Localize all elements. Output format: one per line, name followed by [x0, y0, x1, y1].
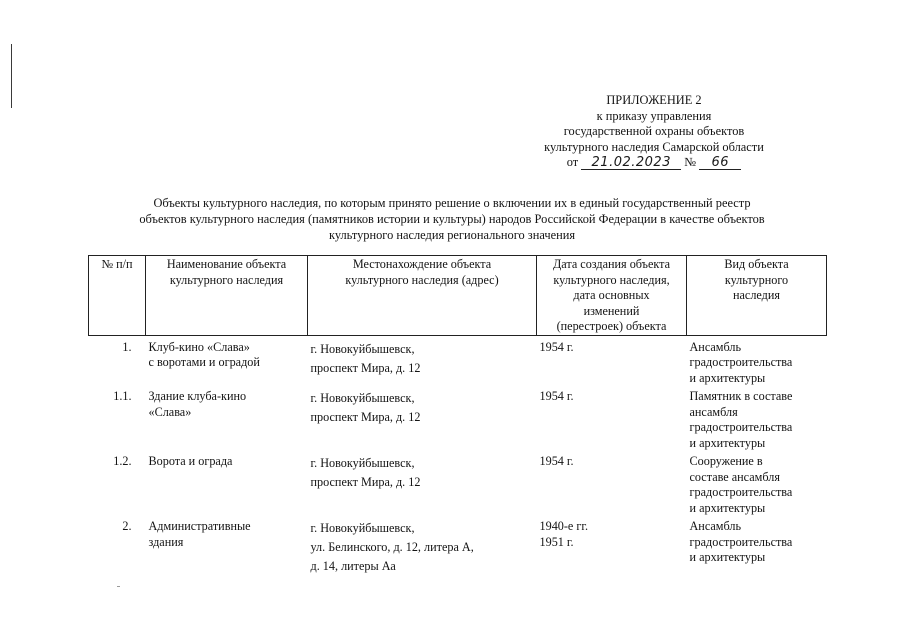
scan-speck: [117, 586, 120, 587]
header-name: Наименование объекта культурного наследия: [146, 256, 308, 336]
header-type: Вид объекта культурного наследия: [687, 256, 827, 336]
document-title: [82, 195, 822, 243]
row-creation-date: 1940-е гг. 1951 г.: [539, 519, 589, 549]
document-title-line: культурного наследия регионального значения: [328, 228, 576, 242]
row-creation-date: 1954 г.: [539, 389, 574, 403]
appendix-line: культурного наследия Самарской области: [544, 139, 764, 154]
appendix-title: ПРИЛОЖЕНИЕ 2: [606, 93, 702, 107]
order-date-number: [489, 155, 819, 171]
appendix-line: к приказу управления: [596, 108, 712, 123]
header-address: Местонахождение объекта культурного наследия (адрес): [308, 256, 537, 336]
order-date-handwritten: 21.02.2023: [581, 157, 681, 170]
row-number: 1.: [122, 339, 132, 354]
header-number: № п/п: [89, 256, 146, 336]
appendix-line: государственной охраны объектов: [563, 124, 745, 139]
row-object-type: Ансамбль градостроительства и архитектуры: [689, 519, 793, 564]
number-label: №: [684, 155, 697, 170]
document-title-line: объектов культурного наследия (памятников истории и культуры) народов Российской Федерации в качестве объектов: [139, 212, 765, 226]
table-header-row: [89, 256, 827, 336]
row-creation-date: 1954 г.: [539, 339, 574, 354]
scan-margin-line: [11, 44, 12, 108]
row-object-type: Сооружение в составе ансамбля градостроительства и архитектуры: [689, 454, 793, 515]
header-date: Дата создания объекта культурного наследия, дата основных изменений (перестроек) объекта: [537, 256, 687, 336]
heritage-objects-table: [88, 255, 827, 576]
row-object-name: Административные здания: [148, 519, 251, 549]
row-object-type: Памятник в составе ансамбля градостроительства и архитектуры: [689, 389, 793, 450]
row-number: 1.2.: [113, 454, 132, 468]
table-row: [89, 451, 827, 516]
document-title-line: Объекты культурного наследия, по которым принято решение о включении их в единый государственный реестр: [153, 196, 751, 210]
table-row: [89, 335, 827, 386]
row-address: г. Новокуйбышевск, ул. Белинского, д. 12, литера А, д. 14, литеры Аа: [310, 521, 474, 573]
row-object-name: Клуб-кино «Слава» с воротами и оградой: [148, 339, 260, 369]
row-address: г. Новокуйбышевск, проспект Мира, д. 12: [310, 456, 421, 489]
row-object-type: Ансамбль градостроительства и архитектуры: [689, 339, 793, 385]
table-row: [89, 516, 827, 576]
row-address: г. Новокуйбышевск, проспект Мира, д. 12: [310, 391, 421, 424]
order-number-handwritten: 66: [699, 157, 741, 170]
row-number: 2.: [122, 519, 132, 533]
from-label: от: [566, 155, 579, 170]
row-address: г. Новокуйбышевск, проспект Мира, д. 12: [310, 341, 421, 375]
appendix-header: [489, 93, 819, 171]
row-object-name: Ворота и ограда: [148, 454, 233, 468]
row-creation-date: 1954 г.: [539, 454, 574, 468]
row-number: 1.1.: [113, 389, 132, 403]
row-object-name: Здание клуба-кино «Слава»: [148, 389, 247, 419]
table-row: [89, 386, 827, 451]
